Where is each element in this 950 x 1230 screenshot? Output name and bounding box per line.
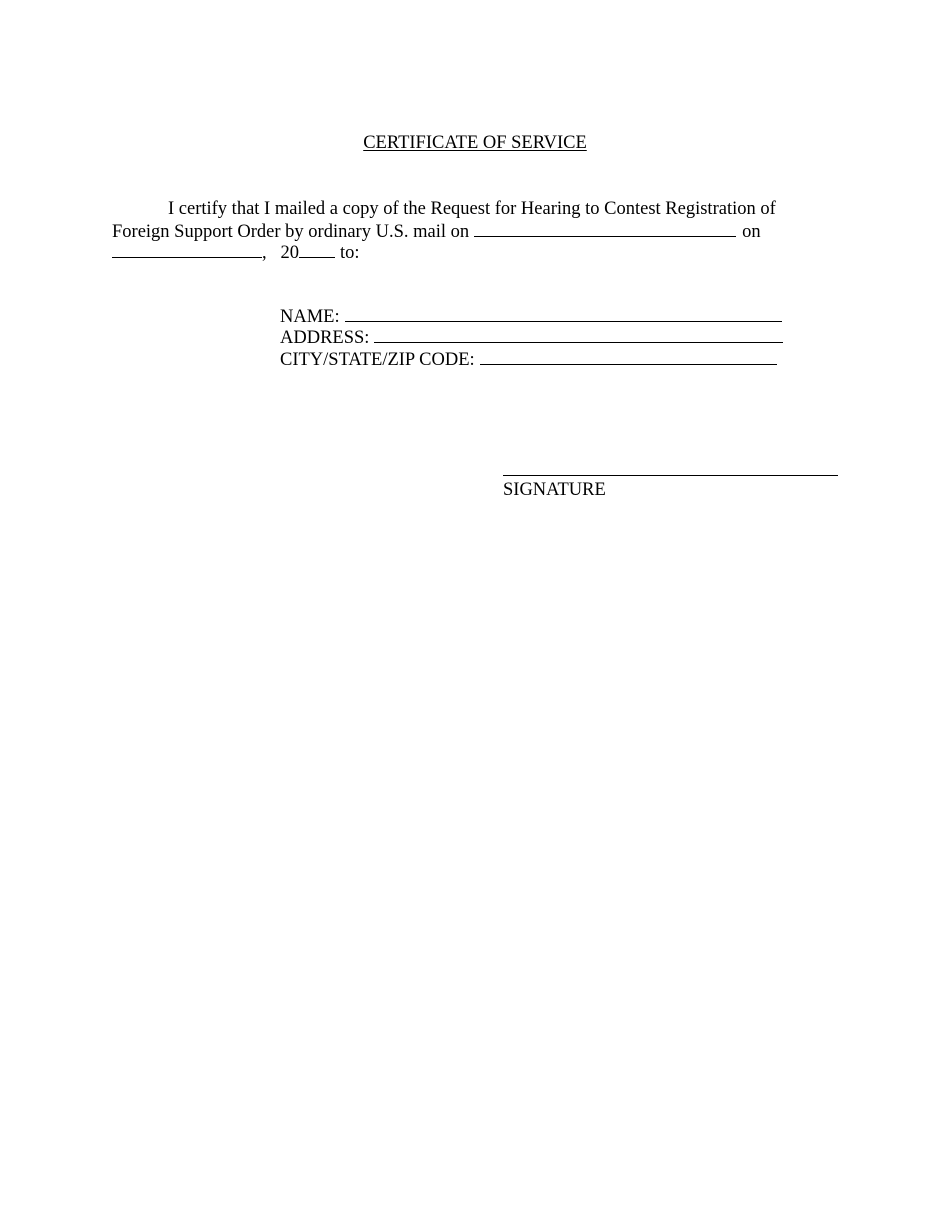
name-label: NAME:	[280, 307, 340, 327]
recipient-city-row	[280, 348, 777, 371]
document-title	[0, 133, 950, 154]
certification-line-3	[112, 241, 360, 264]
signature-label: SIGNATURE	[503, 480, 606, 500]
address-label: ADDRESS:	[280, 328, 370, 348]
comma-text: ,	[262, 243, 267, 263]
signature-line[interactable]	[503, 475, 838, 476]
year-blank[interactable]	[299, 241, 335, 258]
certification-text-1: I certify that I mailed a copy of the Request for Hearing to Contest Registration of	[168, 199, 776, 219]
recipient-name-row	[280, 305, 782, 328]
year-prefix-text: 20	[280, 243, 299, 263]
address-blank[interactable]	[374, 326, 783, 343]
to-text: to:	[340, 243, 360, 263]
certification-line-1	[168, 199, 776, 220]
certification-line-2	[112, 220, 761, 243]
title-text: CERTIFICATE OF SERVICE	[363, 133, 587, 153]
recipient-address-row	[280, 326, 783, 349]
city-state-zip-blank[interactable]	[480, 348, 777, 365]
month-day-blank[interactable]	[112, 241, 262, 258]
certification-on-text: on	[742, 222, 761, 242]
certification-text-2: Foreign Support Order by ordinary U.S. mail on	[112, 222, 470, 242]
city-state-zip-label: CITY/STATE/ZIP CODE:	[280, 350, 475, 370]
mailing-date-blank[interactable]	[474, 220, 736, 237]
name-blank[interactable]	[345, 305, 782, 322]
